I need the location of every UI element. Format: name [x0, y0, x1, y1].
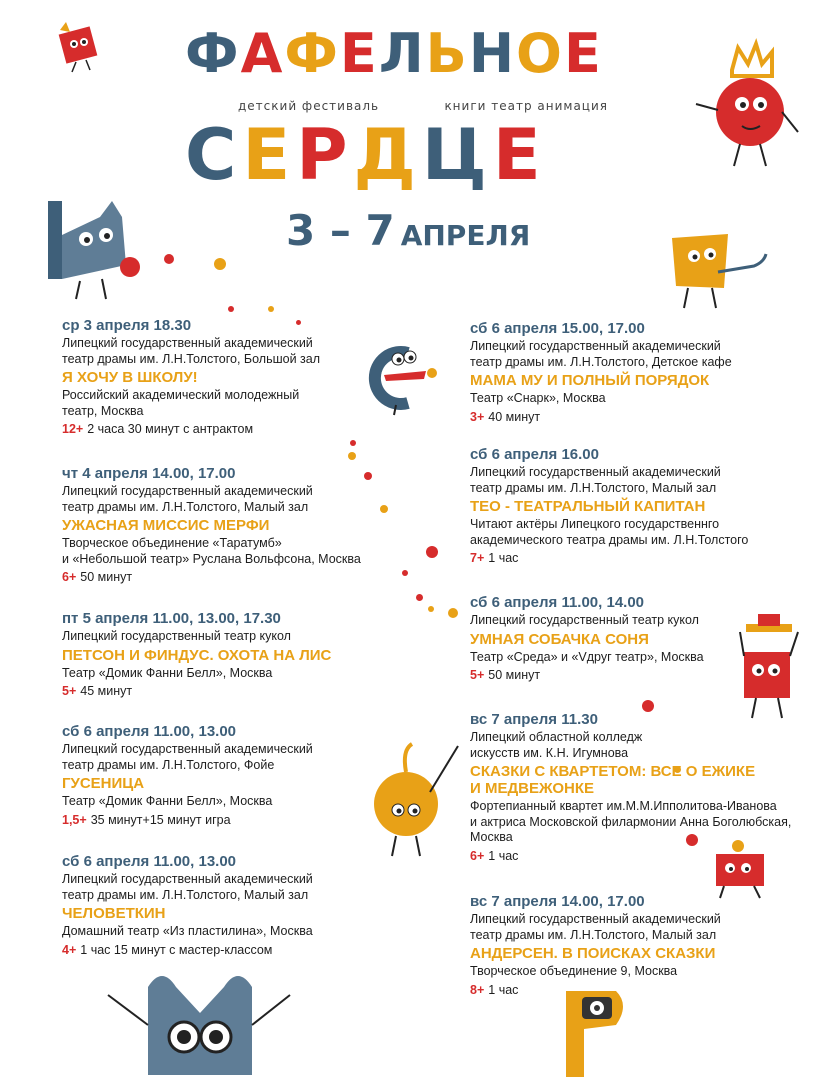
event-venue: театр драмы им. Л.Н.Толстого, Фойе [62, 757, 275, 772]
event-card [470, 594, 830, 683]
event-meta [62, 569, 422, 585]
event-venue: театр драмы им. Л.Н.Толстого, Большой зал [62, 351, 321, 366]
event-meta [470, 550, 830, 566]
event-venue: театр драмы им. Л.Н.Толстого, Детское кафе [470, 354, 732, 369]
event-date: сб 6 апреля 11.00, 14.00 [470, 594, 645, 611]
decor-dot [164, 254, 174, 264]
event-title: АНДЕРСЕН. В ПОИСКАХ СКАЗКИ [470, 945, 716, 962]
event-duration: 50 минут [488, 668, 541, 682]
event-card [62, 317, 422, 437]
event-duration: 1 час [488, 982, 519, 997]
age-rating: 3+ [470, 409, 485, 424]
event-date: ср 3 апреля 18.30 [62, 317, 192, 334]
age-rating: 6+ [62, 570, 77, 584]
event-card [62, 723, 422, 828]
event-title: ГУСЕНИЦА [62, 775, 145, 792]
event-date: вс 7 апреля 14.00, 17.00 [470, 893, 645, 910]
event-meta [62, 942, 422, 958]
title-letter: С [185, 114, 237, 196]
event-card [470, 893, 830, 998]
event-venue: Липецкий областной колледж [470, 730, 643, 744]
decor-dot [228, 306, 234, 312]
decor-dot [428, 606, 434, 612]
orange-camera-character-icon [560, 985, 650, 1080]
age-rating: 4+ [62, 942, 77, 957]
event-date: вс 7 апреля 11.30 [470, 711, 598, 728]
event-duration: 1 час 15 минут с мастер-классом [80, 942, 273, 957]
event-date: сб 6 апреля 11.00, 13.00 [62, 723, 237, 740]
event-venue: Липецкий государственный академический [62, 742, 313, 756]
age-rating: 8+ [470, 982, 485, 997]
event-venue: Липецкий государственный академический [470, 465, 721, 479]
event-venue: Липецкий государственный академический [62, 484, 313, 498]
event-duration: 40 минут [488, 409, 541, 424]
event-duration: 35 минут+15 минут игра [90, 812, 231, 827]
event-card [62, 610, 422, 699]
event-performer: театр, Москва [62, 403, 144, 418]
dates-month: АПРЕЛЯ [400, 219, 531, 252]
event-performer: Театр «Снарк», Москва [470, 391, 606, 405]
title-letter: Е [339, 22, 377, 85]
title-letter: Д [353, 114, 416, 196]
event-date: пт 5 апреля 11.00, 13.00, 17.30 [62, 610, 281, 627]
blue-monster-character-icon [40, 195, 160, 305]
event-meta [62, 683, 422, 699]
title-letter: Ф [284, 22, 338, 85]
festival-dates [286, 206, 530, 261]
event-date: сб 6 апреля 15.00, 17.00 [470, 320, 645, 337]
age-rating: 7+ [470, 551, 485, 565]
decor-dot [416, 594, 423, 601]
title-letter: Л [378, 22, 424, 85]
event-duration: 50 минут [80, 570, 133, 584]
festival-subtitle [238, 99, 608, 113]
age-rating: 1,5+ [62, 812, 87, 827]
event-performer: и «Небольшой театр» Руслана Вольфсона, Москва [62, 551, 361, 566]
title-letter: Е [492, 114, 541, 196]
event-date: чт 4 апреля 14.00, 17.00 [62, 465, 236, 482]
event-meta [62, 812, 422, 828]
event-title: УЖАСНАЯ МИССИС МЕРФИ [62, 517, 270, 534]
event-venue: искусств им. К.Н. Игумнова [470, 745, 629, 760]
title-letter: Е [242, 114, 291, 196]
event-performer: академического театра драмы им. Л.Н.Толстого [470, 532, 749, 547]
event-duration: 2 часа 30 минут с антрактом [87, 422, 254, 436]
event-venue: театр драмы им. Л.Н.Толстого, Малый зал [62, 499, 309, 514]
event-performer: Театр «Среда» и «Vдруг театр», Москва [470, 649, 704, 664]
event-venue: Липецкий государственный академический [62, 872, 313, 886]
event-title: СКАЗКИ С КВАРТЕТОМ: ВСЕ О ЕЖИКЕ [470, 763, 756, 780]
event-venue: Липецкий государственный театр кукол [62, 629, 291, 643]
red-king-character-icon [690, 40, 800, 170]
event-venue: Липецкий государственный театр кукол [470, 613, 699, 627]
subtitle-right: книги театр анимация [444, 99, 608, 113]
event-venue: Липецкий государственный академический [470, 912, 721, 926]
event-title: МАМА МУ И ПОЛНЫЙ ПОРЯДОК [470, 372, 710, 389]
event-performer: Российский академический молодежный [62, 388, 300, 402]
event-duration: 45 минут [80, 684, 133, 698]
event-title: Я ХОЧУ В ШКОЛУ! [62, 369, 198, 386]
event-performer: Фортепианный квартет им.М.М.Ипполитова-Иванова [470, 799, 777, 813]
age-rating: 5+ [470, 668, 485, 682]
event-venue: Липецкий государственный академический [470, 339, 721, 353]
event-performer: Творческое объединение «Таратумб» [62, 536, 282, 550]
event-venue: театр драмы им. Л.Н.Толстого, Малый зал [62, 887, 309, 902]
event-venue: театр драмы им. Л.Н.Толстого, Малый зал [470, 480, 717, 495]
event-meta [470, 848, 830, 864]
event-card [470, 711, 830, 864]
event-card [470, 446, 830, 566]
title-letter: Ц [421, 114, 487, 196]
event-performer: Театр «Домик Фанни Белл», Москва [62, 794, 273, 808]
event-title: ПЕТСОН И ФИНДУС. ОХОТА НА ЛИС [62, 646, 332, 664]
age-rating: 5+ [62, 684, 77, 698]
event-performer: Творческое объединение 9, Москва [470, 964, 678, 978]
blue-m-character-icon [104, 965, 294, 1080]
festival-title-line-2 [185, 114, 541, 196]
subtitle-left: детский фестиваль [238, 99, 380, 113]
decor-dot [268, 306, 274, 312]
event-title: И МЕДВЕЖОНКЕ [470, 780, 594, 797]
festival-title-line-1 [185, 24, 601, 84]
orange-horn-character-icon [668, 232, 778, 312]
event-title: УМНАЯ СОБАЧКА СОНЯ [470, 630, 649, 648]
event-date: сб 6 апреля 11.00, 13.00 [62, 853, 237, 870]
title-letter: Ф [185, 22, 239, 85]
event-performer: Читают актёры Липецкого государственнго [470, 517, 720, 531]
decor-dot [426, 546, 438, 558]
event-title: ЧЕЛОВЕТКИН [62, 905, 166, 922]
event-meta [470, 409, 830, 425]
age-rating: 6+ [470, 848, 485, 863]
event-venue: Липецкий государственный академический [62, 336, 313, 350]
event-venue: театр драмы им. Л.Н.Толстого, Малый зал [470, 927, 717, 942]
event-performer: и актриса Московской филармонии Анна Боголюбская, [470, 814, 792, 829]
event-date: сб 6 апреля 16.00 [470, 446, 599, 463]
age-rating: 12+ [62, 422, 84, 436]
decor-dot [348, 452, 356, 460]
dates-numbers: 3 – 7 [286, 206, 395, 255]
title-letter: Р [296, 114, 348, 196]
title-letter: Н [468, 22, 515, 85]
decor-dot [350, 440, 356, 446]
event-meta [62, 421, 422, 437]
event-card [62, 465, 422, 585]
event-duration: 1 час [488, 848, 519, 863]
title-letter: А [240, 22, 283, 85]
decor-dot [214, 258, 226, 270]
event-card [470, 320, 830, 425]
title-letter: Е [563, 22, 601, 85]
title-letter: О [516, 22, 562, 85]
red-cube-character-icon [56, 22, 102, 72]
event-meta [470, 982, 830, 998]
event-performer: Москва [470, 830, 513, 844]
event-card [62, 853, 422, 958]
event-meta [470, 667, 830, 683]
decor-dot [448, 608, 458, 618]
title-letter: Ь [425, 22, 467, 85]
event-title: ТЕО - ТЕАТРАЛЬНЫЙ КАПИТАН [470, 498, 706, 515]
event-performer: Театр «Домик Фанни Белл», Москва [62, 665, 273, 680]
event-performer: Домашний театр «Из пластилина», Москва [62, 924, 313, 938]
event-duration: 1 час [488, 551, 519, 565]
